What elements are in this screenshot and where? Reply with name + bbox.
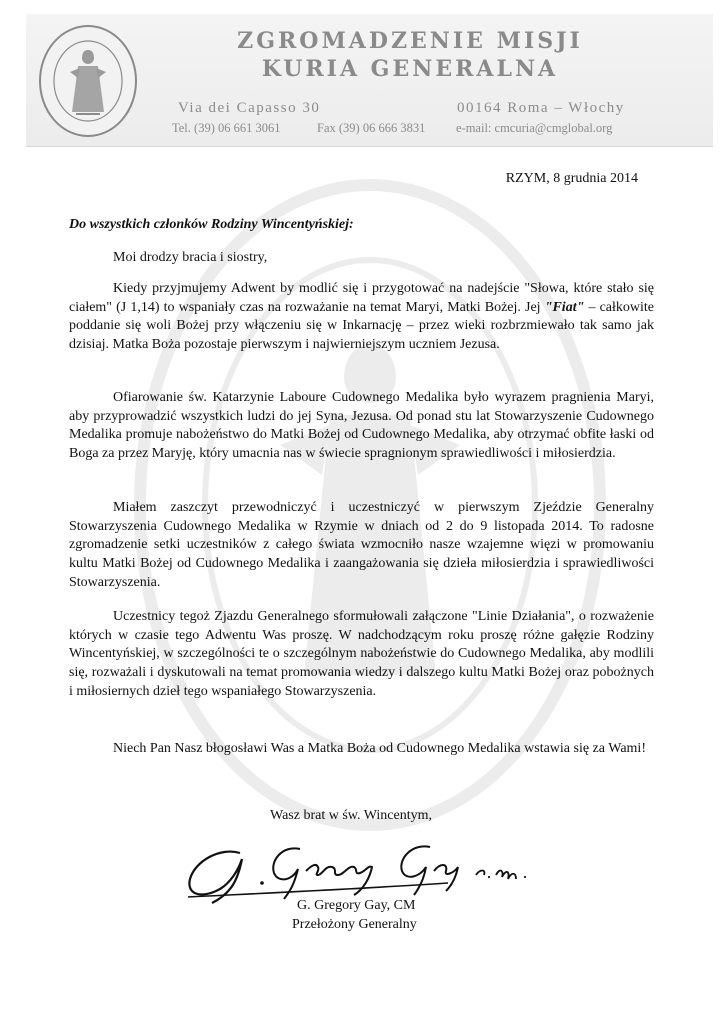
paragraph-1-part-b: – całkowite poddanie się woli Bożej przy włączeniu się w Inkarnację – przez wieki rozbrzmiewało tak samo jak dzisiaj. Matka Boża pozostaje pierwszym i najwierniejszym uczniem Jezusa. xyxy=(69,299,654,353)
letter-date: RZYM, 8 grudnia 2014 xyxy=(505,171,638,186)
paragraph-3: Miałem zaszczyt przewodniczyć i uczestniczyć w pierwszym Zjeździe Generalny Stowarzyszenia Cudownego Medalika w Rzymie w dniach od 2 do 9 listopada 2014. To radosne zgromadzenie setki uczestników z całego świata wzmocniło nasze wzajemne więzi w promowaniu kultu Matki Bożej od Cudownego Medalika i zaangażowania się dzieła miłosierdzia i sprawiedliwości Stowarzyszenia. xyxy=(69,500,654,590)
phone-number: Tel. (39) 06 661 3061 xyxy=(172,121,281,135)
paragraph-5: Niech Pan Nasz błogosławi Was a Matka Boża od Cudownego Medalika wstawia się za Wami! xyxy=(113,741,646,756)
paragraph-1-part-a: Kiedy przyjmujemy Adwent by modlić się i przygotować na nadejście "Słowa, które stało się ciałem" (J 1,14) to wspaniały czas na rozważanie na temat Maryi, Matki Bożej. Jej xyxy=(69,281,654,315)
email-address: e-mail: cmcuria@cmglobal.org xyxy=(456,121,613,135)
signer-name: G. Gregory Gay, CM xyxy=(297,898,416,913)
salutation: Do wszystkich członków Rodziny Wincentyńskiej: xyxy=(69,217,354,232)
paragraph-1 xyxy=(69,280,654,355)
fiat-emphasis: "Fiat" xyxy=(544,299,585,315)
address-street: Via dei Capasso 30 xyxy=(178,100,321,116)
letter-closing: Wasz brat w św. Wincentym, xyxy=(270,808,432,823)
signer-title: Przełożony Generalny xyxy=(292,917,417,932)
fax-number: Fax (39) 06 666 3831 xyxy=(317,121,426,135)
paragraph-4: Uczestnicy tegoż Zjazdu Generalnego sformułowali załączone "Linie Działania", o rozważenie których w czasie tego Adwentu Was proszę. W nadchodzącym roku proszę różne gałęzie Rodziny Wincentyńskiej, w szczególności te o szczególnym nabożeństwie do Cudownego Medalika, aby modlili się, rozważali i dyskutowali na temat promowania wiedzy i dalszego kultu Matki Bożej oraz pobożnych i miłosiernych dzieł tego wspaniałego Stowarzyszenia. xyxy=(69,609,654,699)
congregation-seal-logo xyxy=(36,22,140,140)
paragraph-2: Ofiarowanie św. Katarzynie Laboure Cudownego Medalika było wyrazem pragnienia Maryi, aby przyprowadzić wszystkich ludzi do jej Syna, Jezusa. Od ponad stu lat Stowarzyszenie Cudownego Medalika promuje nabożeństwo do Matki Bożej od Cudownego Medalika, aby otrzymać obfite łaski od Boga za przez Maryję, który umacnia nas w świecie spragnionym sprawiedliwości i miłosierdzia. xyxy=(69,390,654,462)
address-city: 00164 Roma – Włochy xyxy=(457,100,625,116)
handwritten-signature xyxy=(180,835,550,905)
organization-name: ZGROMADZENIE MISJI xyxy=(237,28,583,54)
organization-subtitle: KURIA GENERALNA xyxy=(261,56,559,82)
greeting: Moi drodzy bracia i siostry, xyxy=(113,250,268,265)
